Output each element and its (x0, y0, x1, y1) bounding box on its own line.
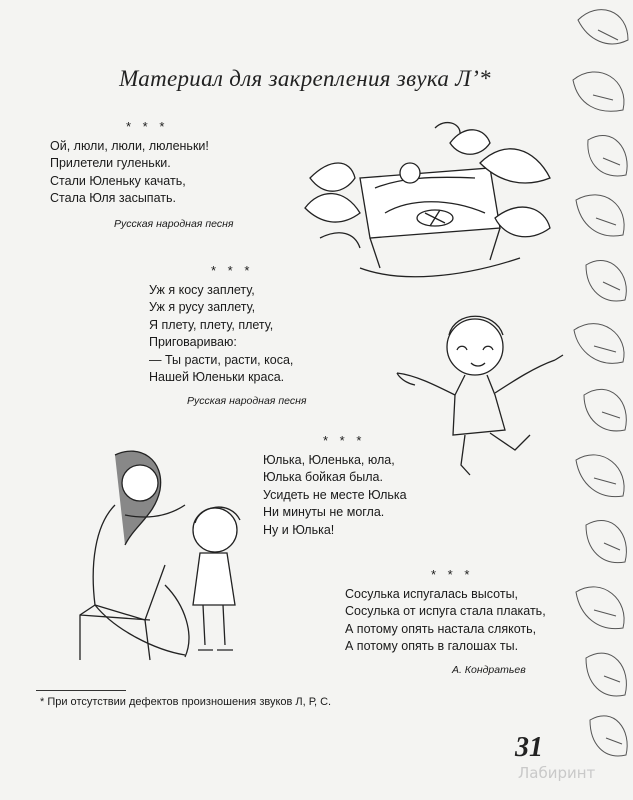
poem-line: Прилетели гуленьки. (50, 156, 171, 170)
poem-line: А потому опять настала слякоть, (345, 621, 537, 636)
dancing-girl-illustration (395, 305, 565, 485)
watermark: Лабиринт (518, 764, 596, 782)
poem-separator: * * * (431, 567, 474, 582)
poem-line: Стала Юля засыпать. (50, 191, 176, 205)
poem-2 (149, 262, 306, 410)
poem-line: Ни минуты не могла. (263, 505, 385, 519)
poem-line: — Ты расти, расти, коса, (149, 352, 294, 367)
poem-line: Уж я косу заплету, (149, 282, 255, 297)
poem-line: Ну и Юлька! (263, 522, 335, 537)
poem-line: Сосулька от испуга стала плакать, (345, 604, 546, 618)
poem-separator: * * * (126, 119, 169, 134)
poem-line: Я плету, плету, плету, (149, 317, 274, 332)
leaf-border-ornament (568, 0, 633, 800)
poem-line: Сосулька испугалась высоты, (345, 586, 519, 601)
poem-source: А. Кондратьев (451, 663, 526, 676)
poem-line: Ой, люли, люли, люленьки! (50, 138, 209, 153)
footnote: * При отсутствии дефектов произношения звуков Л, Р, С. (40, 696, 332, 708)
poem-line: А потому опять в галошах ты. (345, 639, 519, 653)
poem-line: Усидеть не месте Юлька (263, 487, 407, 502)
poem-line: Стали Юленьку качать, (50, 173, 186, 188)
poem-separator: * * * (323, 433, 366, 448)
cradle-with-doves-illustration (300, 118, 555, 283)
poem-line: Нашей Юленьки краса. (149, 370, 285, 384)
footnote-divider (36, 690, 126, 691)
poem-line: Юлька бойкая была. (263, 470, 383, 484)
poem-source: Русская народная песня (187, 394, 307, 407)
poem-separator: * * * (211, 263, 254, 278)
page-title: Материал для закрепления звука Л’* (119, 66, 491, 91)
poem-line: Приговариваю: (149, 335, 237, 349)
poem-line: Юлька, Юленька, юла, (263, 452, 395, 467)
poem-source: Русская народная песня (114, 217, 234, 230)
poem-line: Уж я русу заплету, (149, 300, 256, 314)
mother-braiding-hair-illustration (55, 445, 255, 670)
page-number: 31 (515, 732, 543, 763)
poem-3 (263, 432, 407, 539)
poem-1 (50, 118, 233, 233)
poem-4 (345, 566, 546, 679)
